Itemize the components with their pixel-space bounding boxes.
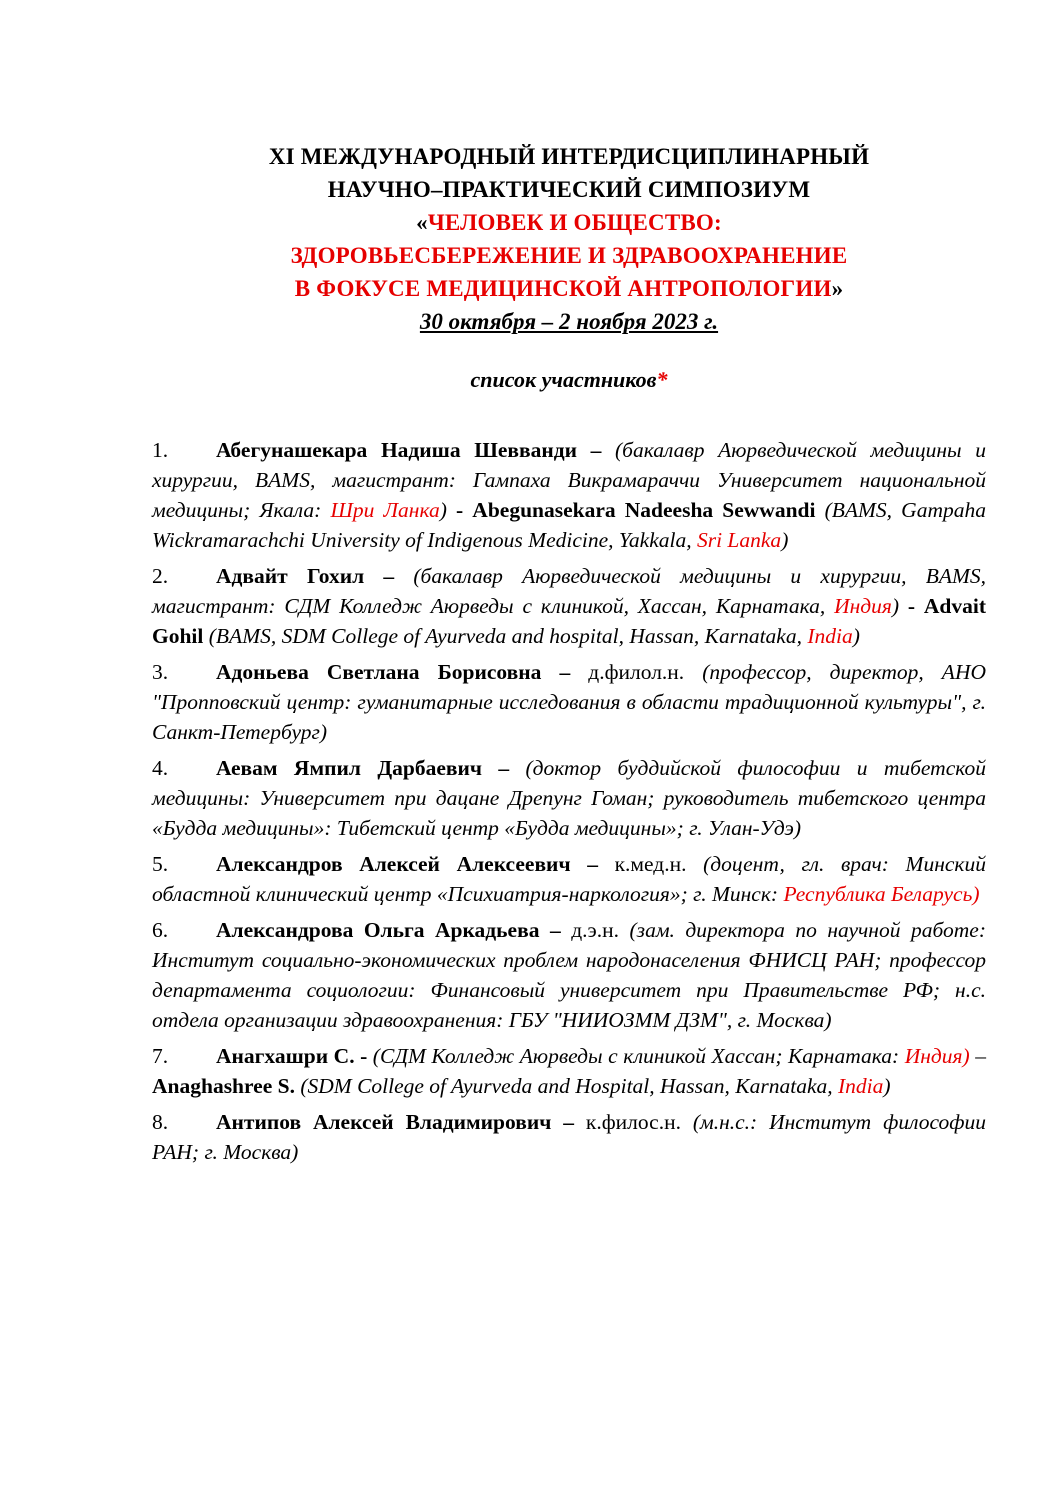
participant-entry-6 xyxy=(152,915,986,1035)
symposium-title-line-2: НАУЧНО–ПРАКТИЧЕСКИЙ СИМПОЗИУМ xyxy=(327,177,811,202)
participant-entry-7 xyxy=(152,1041,986,1101)
symposium-theme-line-1 xyxy=(152,206,986,239)
entry-text-segment: India xyxy=(838,1074,884,1098)
symposium-title-line-1: XI МЕЖДУНАРОДНЫЙ ИНТЕРДИСЦИПЛИНАРНЫЙ xyxy=(268,144,870,169)
list-subtitle-text: список участников xyxy=(470,367,657,392)
participant-entry-5 xyxy=(152,849,986,909)
entry-text-segment: (доцент, гл. врач: Минский областной клинический центр «Психиатрия-наркология»; г. Минск: xyxy=(152,852,986,906)
entry-text-segment: Александрова Ольга Аркадьева – xyxy=(216,918,572,942)
participant-entry-8 xyxy=(152,1107,986,1167)
event-dates-text: 30 октября – 2 ноября 2023 г. xyxy=(419,309,719,334)
entry-number: 8. xyxy=(152,1110,169,1134)
entry-text-segment: (зам. директора по научной работе: Институт социально-экономических проблем народонаселения ФНИСЦ РАН; профессор департамента социологии: Финансовый университет при Правительстве РФ; н.с. отдела организации здравоохранения: ГБУ "НИИОЗММ ДЗМ", г. Москва) xyxy=(152,918,986,1032)
entry-text-segment: к.мед.н. xyxy=(614,852,704,876)
entry-text-segment: (доктор буддийской философии и тибетской медицины: Университет при дацане Дрепунг Гоман; руководитель тибетского центра «Будда медицины»: Тибетский центр «Будда медицины»; г. Улан-Удэ) xyxy=(152,756,986,840)
entry-number: 7. xyxy=(152,1044,169,1068)
theme-text-1: ЧЕЛОВЕК И ОБЩЕСТВО: xyxy=(427,210,722,235)
event-dates xyxy=(152,305,986,339)
entry-text-segment: (бакалавр Аюрведической медицины и хирургии, BAMS, магистрант: СДМ Колледж Аюрведы с клиникой, Хассан, Карнатака, xyxy=(152,564,986,618)
entry-number: 2. xyxy=(152,564,169,588)
entry-text-segment: к.филос.н. xyxy=(585,1110,693,1134)
list-subtitle xyxy=(152,365,986,395)
entry-text-segment: Адвайт Гохил – xyxy=(216,564,414,588)
entry-number: 5. xyxy=(152,852,169,876)
participant-entry-4 xyxy=(152,753,986,843)
entry-text-segment: д.э.н. xyxy=(571,918,630,942)
entry-number: 3. xyxy=(152,660,169,684)
entry-text-segment: Александров Алексей Алексеевич – xyxy=(216,852,615,876)
entry-text-segment: Аевам Ямпил Дарбаевич – xyxy=(216,756,526,780)
entry-text-segment: (BAMS, SDM College of Ayurveda and hospital, Hassan, Karnataka, xyxy=(208,624,808,648)
entry-text-segment: Индия xyxy=(834,594,892,618)
participant-entry-1 xyxy=(152,435,986,555)
entry-text-segment: Шри Ланка xyxy=(330,498,440,522)
entry-text-segment: – xyxy=(969,1044,986,1068)
entry-text-segment: (SDM College of Ayurveda and Hospital, Hassan, Karnataka, xyxy=(300,1074,839,1098)
entry-text-segment: Антипов Алексей Владимирович – xyxy=(216,1110,586,1134)
symposium-theme-line-2: ЗДОРОВЬЕСБЕРЕЖЕНИЕ И ЗДРАВООХРАНЕНИЕ xyxy=(290,243,848,268)
entry-text-segment: ) xyxy=(891,594,908,618)
symposium-theme-line-3 xyxy=(152,272,986,305)
entry-text-segment: (бакалавр Аюрведической медицины и хирургии, BAMS, магистрант: Гампаха Викрамараччи Университет национальной медицины; Якала: xyxy=(152,438,986,522)
entry-text-segment: Индия) xyxy=(904,1044,970,1068)
theme-text-3: В ФОКУСЕ МЕДИЦИНСКОЙ АНТРОПОЛОГИИ xyxy=(294,276,832,301)
entry-number: 1. xyxy=(152,438,169,462)
entry-text-segment: Sri Lanka xyxy=(696,528,782,552)
entry-text-segment: Абегунашекара Надиша Шевванди – xyxy=(216,438,615,462)
close-quote-mark: » xyxy=(831,276,844,301)
entry-text-segment: India xyxy=(807,624,853,648)
entry-text-segment: д.филол.н. xyxy=(588,660,703,684)
entry-text-segment: Адоньева Светлана Борисовна – xyxy=(216,660,589,684)
participant-entry-2 xyxy=(152,561,986,651)
open-quote-mark: « xyxy=(416,210,428,235)
entry-text-segment: (м.н.с.: Институт философии РАН; г. Москва) xyxy=(152,1110,986,1164)
entry-number: 4. xyxy=(152,756,169,780)
entry-text-segment: - Advait Gohil xyxy=(152,594,987,648)
entry-text-segment: ) xyxy=(883,1074,891,1098)
document-header xyxy=(152,140,986,395)
footnote-asterisk: * xyxy=(656,367,668,392)
entry-text-segment: Республика Беларусь) xyxy=(783,882,980,906)
entry-text-segment: Анагхашри С. - xyxy=(216,1044,373,1068)
entry-text-segment: ) xyxy=(781,528,789,552)
participant-entry-3 xyxy=(152,657,986,747)
entry-text-segment: - Abegunasekara Nadeesha Sewwandi xyxy=(456,498,825,522)
entry-text-segment: (СДМ Колледж Аюрведы с клиникой Хассан; Карнатака: xyxy=(372,1044,905,1068)
entry-text-segment: (BAMS, Gampaha Wickramarachchi University of Indigenous Medicine, Yakkala, xyxy=(152,498,986,552)
entry-text-segment: (профессор, директор, АНО "Пропповский центр: гуманитарные исследования в области традиционной культуры", г. Санкт-Петербург) xyxy=(152,660,986,744)
entry-number: 6. xyxy=(152,918,169,942)
entry-text-segment: Anaghashree S. xyxy=(152,1074,301,1098)
participants-list xyxy=(152,435,986,1167)
entry-text-segment: ) xyxy=(439,498,457,522)
entry-text-segment: ) xyxy=(852,624,860,648)
